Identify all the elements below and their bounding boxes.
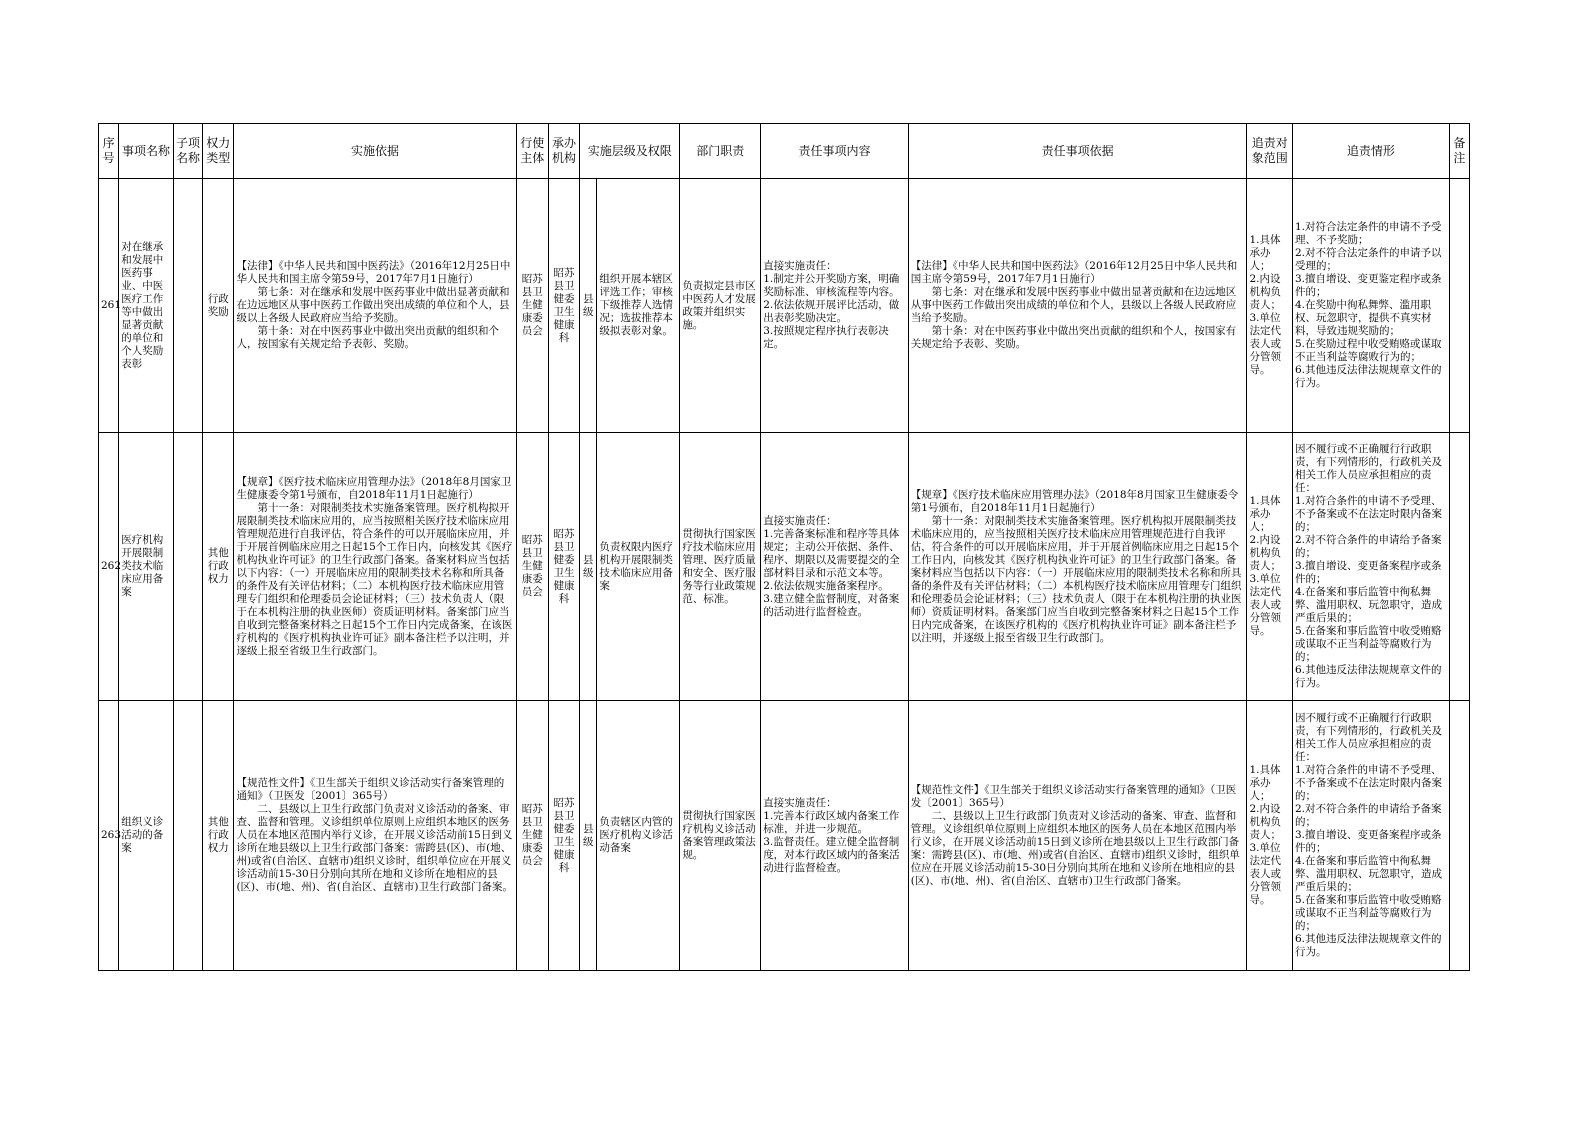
header-scope: 追责对象范围 xyxy=(1247,124,1292,179)
row-item-name: 组织义诊活动的备案 xyxy=(119,701,174,971)
table-row xyxy=(99,701,1470,971)
header-basis: 实施依据 xyxy=(234,124,516,179)
header-power-type: 权力类型 xyxy=(203,124,234,179)
row-resp-content: 直接实施责任： 1.完善本行政区域内备案工作标准，并进一步规范。 3.监督责任。建立健全监督制度，对本行政区域内的备案活动进行监督检查。 xyxy=(761,701,909,971)
row-sub-item xyxy=(173,433,202,701)
header-sub-item: 子项名称 xyxy=(173,124,202,179)
header-office: 承办机构 xyxy=(548,124,579,179)
row-seq: 262 xyxy=(99,433,119,701)
row-scope: 1.具体承办人； 2.内设机构负责人； 3.单位法定代表人或分管领导。 xyxy=(1247,701,1292,971)
row-scope: 1.具体承办人； 2.内设机构负责人； 3.单位法定代表人或分管领导。 xyxy=(1247,433,1292,701)
header-subject: 行使主体 xyxy=(516,124,548,179)
row-duty: 贯彻执行国家医疗机构义诊活动备案管理政策法规。 xyxy=(680,701,761,971)
header-resp-basis: 责任事项依据 xyxy=(908,124,1247,179)
row-duty: 负责拟定县市区中医药人才发展政策并组织实施。 xyxy=(680,179,761,433)
row-item-name: 医疗机构开展限制类技术临床应用备案 xyxy=(119,433,174,701)
row-remark xyxy=(1449,701,1469,971)
row-resp-content: 直接实施责任： 1.完善备案标准和程序等具体规定；主动公开依据、条件、程序、期限以及需要提交的全部材料目录和示范文本等。 2.依法依规实施备案程序。 3.建立健全监督制度，对备案的活动进行监督检查。 xyxy=(761,433,909,701)
row-seq: 263 xyxy=(99,701,119,971)
row-authority: 组织开展本辖区评选工作；审核下级推荐人选情况；选拔推荐本级拟表彰对象。 xyxy=(597,179,680,433)
row-situation: 因不履行或不正确履行行政职责，有下列情形的，行政机关及相关工作人员应承担相应的责任： 1.对符合条件的申请不予受理、不予备案或不在法定时限内备案的； 2.对不符合条件的申请给予备案的； 3.擅自增设、变更备案程序或条件的； 4.在备案和事后监管中徇私舞弊、滥用职权、玩忽职守，造成严重后果的； 5.在备案和事后监管中收受贿赂或谋取不正当利益等腐败行为的； 6.其他违反法律法规规章文件的行为。 xyxy=(1292,433,1449,701)
row-authority: 负责权限内医疗机构开展限制类技术临床应用备案 xyxy=(597,433,680,701)
row-duty: 贯彻执行国家医疗技术临床应用管理、医疗质量和安全、医疗服务等行业政策规范、标准。 xyxy=(680,433,761,701)
row-resp-basis: 【规章】《医疗技术临床应用管理办法》（2018年8月国家卫生健康委令第1号颁布，自2018年11月1日起施行） 第十一条：对限制类技术实施备案管理。医疗机构拟开展限制类技术临床应用的，应当按照相关医疗技术临床应用管理规范进行自我评估，符合条件的可以开展临床应用，并于开展首例临床应用之日起15个工作日内，向核发其《医疗机构执业许可证》的卫生行政部门备案。备案材料应当包括以下内容：（一）开展临床应用的限制类技术名称和所具备的条件及有关评估材料；（二）本机构医疗技术临床应用管理专门组织和伦理委员会论证材料；（三）技术负责人（限于在本机构注册的执业医师）资质证明材料。备案部门应当自收到完整备案材料之日起15个工作日内完成备案，在该医疗机构的《医疗机构执业许可证》副本备注栏予以注明，并逐级上报至省级卫生行政部门。 xyxy=(908,433,1247,701)
row-sub-item xyxy=(173,701,202,971)
header-duty: 部门职责 xyxy=(680,124,761,179)
table-header-row xyxy=(99,124,1470,179)
header-remark: 备注 xyxy=(1449,124,1469,179)
row-office: 昭苏县卫健委卫生健康科 xyxy=(548,433,579,701)
row-subject: 昭苏县卫生健康委员会 xyxy=(516,179,548,433)
header-item-name: 事项名称 xyxy=(119,124,174,179)
row-office: 昭苏县卫健委卫生健康科 xyxy=(548,701,579,971)
row-remark xyxy=(1449,179,1469,433)
row-office: 昭苏县卫健委卫生健康科 xyxy=(548,179,579,433)
row-resp-basis: 【规范性文件】《卫生部关于组织义诊活动实行备案管理的通知》（卫医发〔2001〕365号） 二、县级以上卫生行政部门负责对义诊活动的备案、审查、监督和管理。义诊组织单位原则上应组织本地区的医务人员在本地区范围内举行义诊，在开展义诊活动前15日到义诊所在地县级以上卫生行政部门备案：需跨县(区)、市(地、州)或省(自治区、直辖市)组织义诊时，组织单位应在开展义诊活动前15-30日分别向其所在地和义诊所在地相应的县(区)、市(地、州)、省(自治区、直辖市)卫生行政部门备案。 xyxy=(908,701,1247,971)
row-remark xyxy=(1449,433,1469,701)
header-seq: 序号 xyxy=(99,124,119,179)
row-scope: 1.具体承办人； 2.内设机构负责人； 3.单位法定代表人或分管领导。 xyxy=(1247,179,1292,433)
row-seq: 261 xyxy=(99,179,119,433)
row-subject: 昭苏县卫生健康委员会 xyxy=(516,701,548,971)
row-situation: 因不履行或不正确履行行政职责，有下列情形的，行政机关及相关工作人员应承担相应的责任： 1.对符合条件的申请不予受理、不予备案或不在法定时限内备案的； 2.对不符合条件的申请给予备案的； 3.擅自增设、变更备案程序或条件的； 4.在备案和事后监管中徇私舞弊、滥用职权、玩忽职守，造成严重后果的； 5.在备案和事后监管中收受贿赂或谋取不正当利益等腐败行为的； 6.其他违反法律法规规章文件的行为。 xyxy=(1292,701,1449,971)
row-level: 县级 xyxy=(580,433,597,701)
header-level: 实施层级及权限 xyxy=(580,124,680,179)
row-authority: 负责辖区内管的医疗机构义诊活动备案 xyxy=(597,701,680,971)
row-sub-item xyxy=(173,179,202,433)
row-level: 县级 xyxy=(580,701,597,971)
row-basis: 【规范性文件】《卫生部关于组织义诊活动实行备案管理的通知》（卫医发〔2001〕365号） 二、县级以上卫生行政部门负责对义诊活动的备案、审查、监督和管理。义诊组织单位原则上应组织本地区的医务人员在本地区范围内举行义诊，在开展义诊活动前15日到义诊所在地县级以上卫生行政部门备案：需跨县(区)、市(地、州)或省(自治区、直辖市)组织义诊时，组织单位应在开展义诊活动前15-30日分别向其所在地和义诊所在地相应的县(区)、市(地、州)、省(自治区、直辖市)卫生行政部门备案。 xyxy=(234,701,516,971)
row-power-type: 其他行政权力 xyxy=(203,701,234,971)
row-power-type: 其他行政权力 xyxy=(203,433,234,701)
responsibility-list-table xyxy=(98,123,1470,971)
row-resp-basis: 【法律】《中华人民共和国中医药法》（2016年12月25日中华人民共和国主席令第59号，2017年7月1日施行） 第七条：对在继承和发展中医药事业中做出显著贡献和在边远地区从事中医药工作做出突出成绩的单位和个人，县级以上各级人民政府应当给予奖励。 第十条：对在中医药事业中做出突出贡献的组织和个人，按国家有关规定给予表彰、奖励。 xyxy=(908,179,1247,433)
table-row xyxy=(99,433,1470,701)
row-situation: 1.对符合法定条件的申请不予受理、不予奖励； 2.对不符合法定条件的申请予以受理的； 3.擅自增设、变更鉴定程序或条件的； 4.在奖励中徇私舞弊、滥用职权、玩忽职守，提供不真实材料，导致违规奖励的； 5.在奖励过程中收受贿赂或谋取不正当利益等腐败行为的； 6.其他违反法律法规规章文件的行为。 xyxy=(1292,179,1449,433)
row-subject: 昭苏县卫生健康委员会 xyxy=(516,433,548,701)
row-resp-content: 直接实施责任： 1.制定并公开奖励方案，明确奖励标准、审核流程等内容。 2.依法依规开展评比活动，做出表彰奖励决定。 3.按照规定程序执行表彰决定。 xyxy=(761,179,909,433)
row-basis: 【规章】《医疗技术临床应用管理办法》（2018年8月国家卫生健康委令第1号颁布，自2018年11月1日起施行） 第十一条：对限制类技术实施备案管理。医疗机构拟开展限制类技术临床应用的，应当按照相关医疗技术临床应用管理规范进行自我评估，符合条件的可以开展临床应用，并于开展首例临床应用之日起15个工作日内，向核发其《医疗机构执业许可证》的卫生行政部门备案。备案材料应当包括以下内容：（一）开展临床应用的限制类技术名称和所具备的条件及有关评估材料；（二）本机构医疗技术临床应用管理专门组织和伦理委员会论证材料；（三）技术负责人（限于在本机构注册的执业医师）资质证明材料。备案部门应当自收到完整备案材料之日起15个工作日内完成备案，在该医疗机构的《医疗机构执业许可证》副本备注栏予以注明，并逐级上报至省级卫生行政部门。 xyxy=(234,433,516,701)
table-row xyxy=(99,179,1470,433)
row-power-type: 行政奖励 xyxy=(203,179,234,433)
header-resp-content: 责任事项内容 xyxy=(761,124,909,179)
row-basis: 【法律】《中华人民共和国中医药法》（2016年12月25日中华人民共和国主席令第59号，2017年7月1日施行） 第七条：对在继承和发展中医药事业中做出显著贡献和在边远地区从事中医药工作做出突出成绩的单位和个人，县级以上各级人民政府应当给予奖励。 第十条：对在中医药事业中做出突出贡献的组织和个人，按国家有关规定给予表彰、奖励。 xyxy=(234,179,516,433)
row-item-name: 对在继承和发展中医药事业、中医医疗工作等中做出显著贡献的单位和个人奖励表彰 xyxy=(119,179,174,433)
row-level: 县级 xyxy=(580,179,597,433)
header-situation: 追责情形 xyxy=(1292,124,1449,179)
